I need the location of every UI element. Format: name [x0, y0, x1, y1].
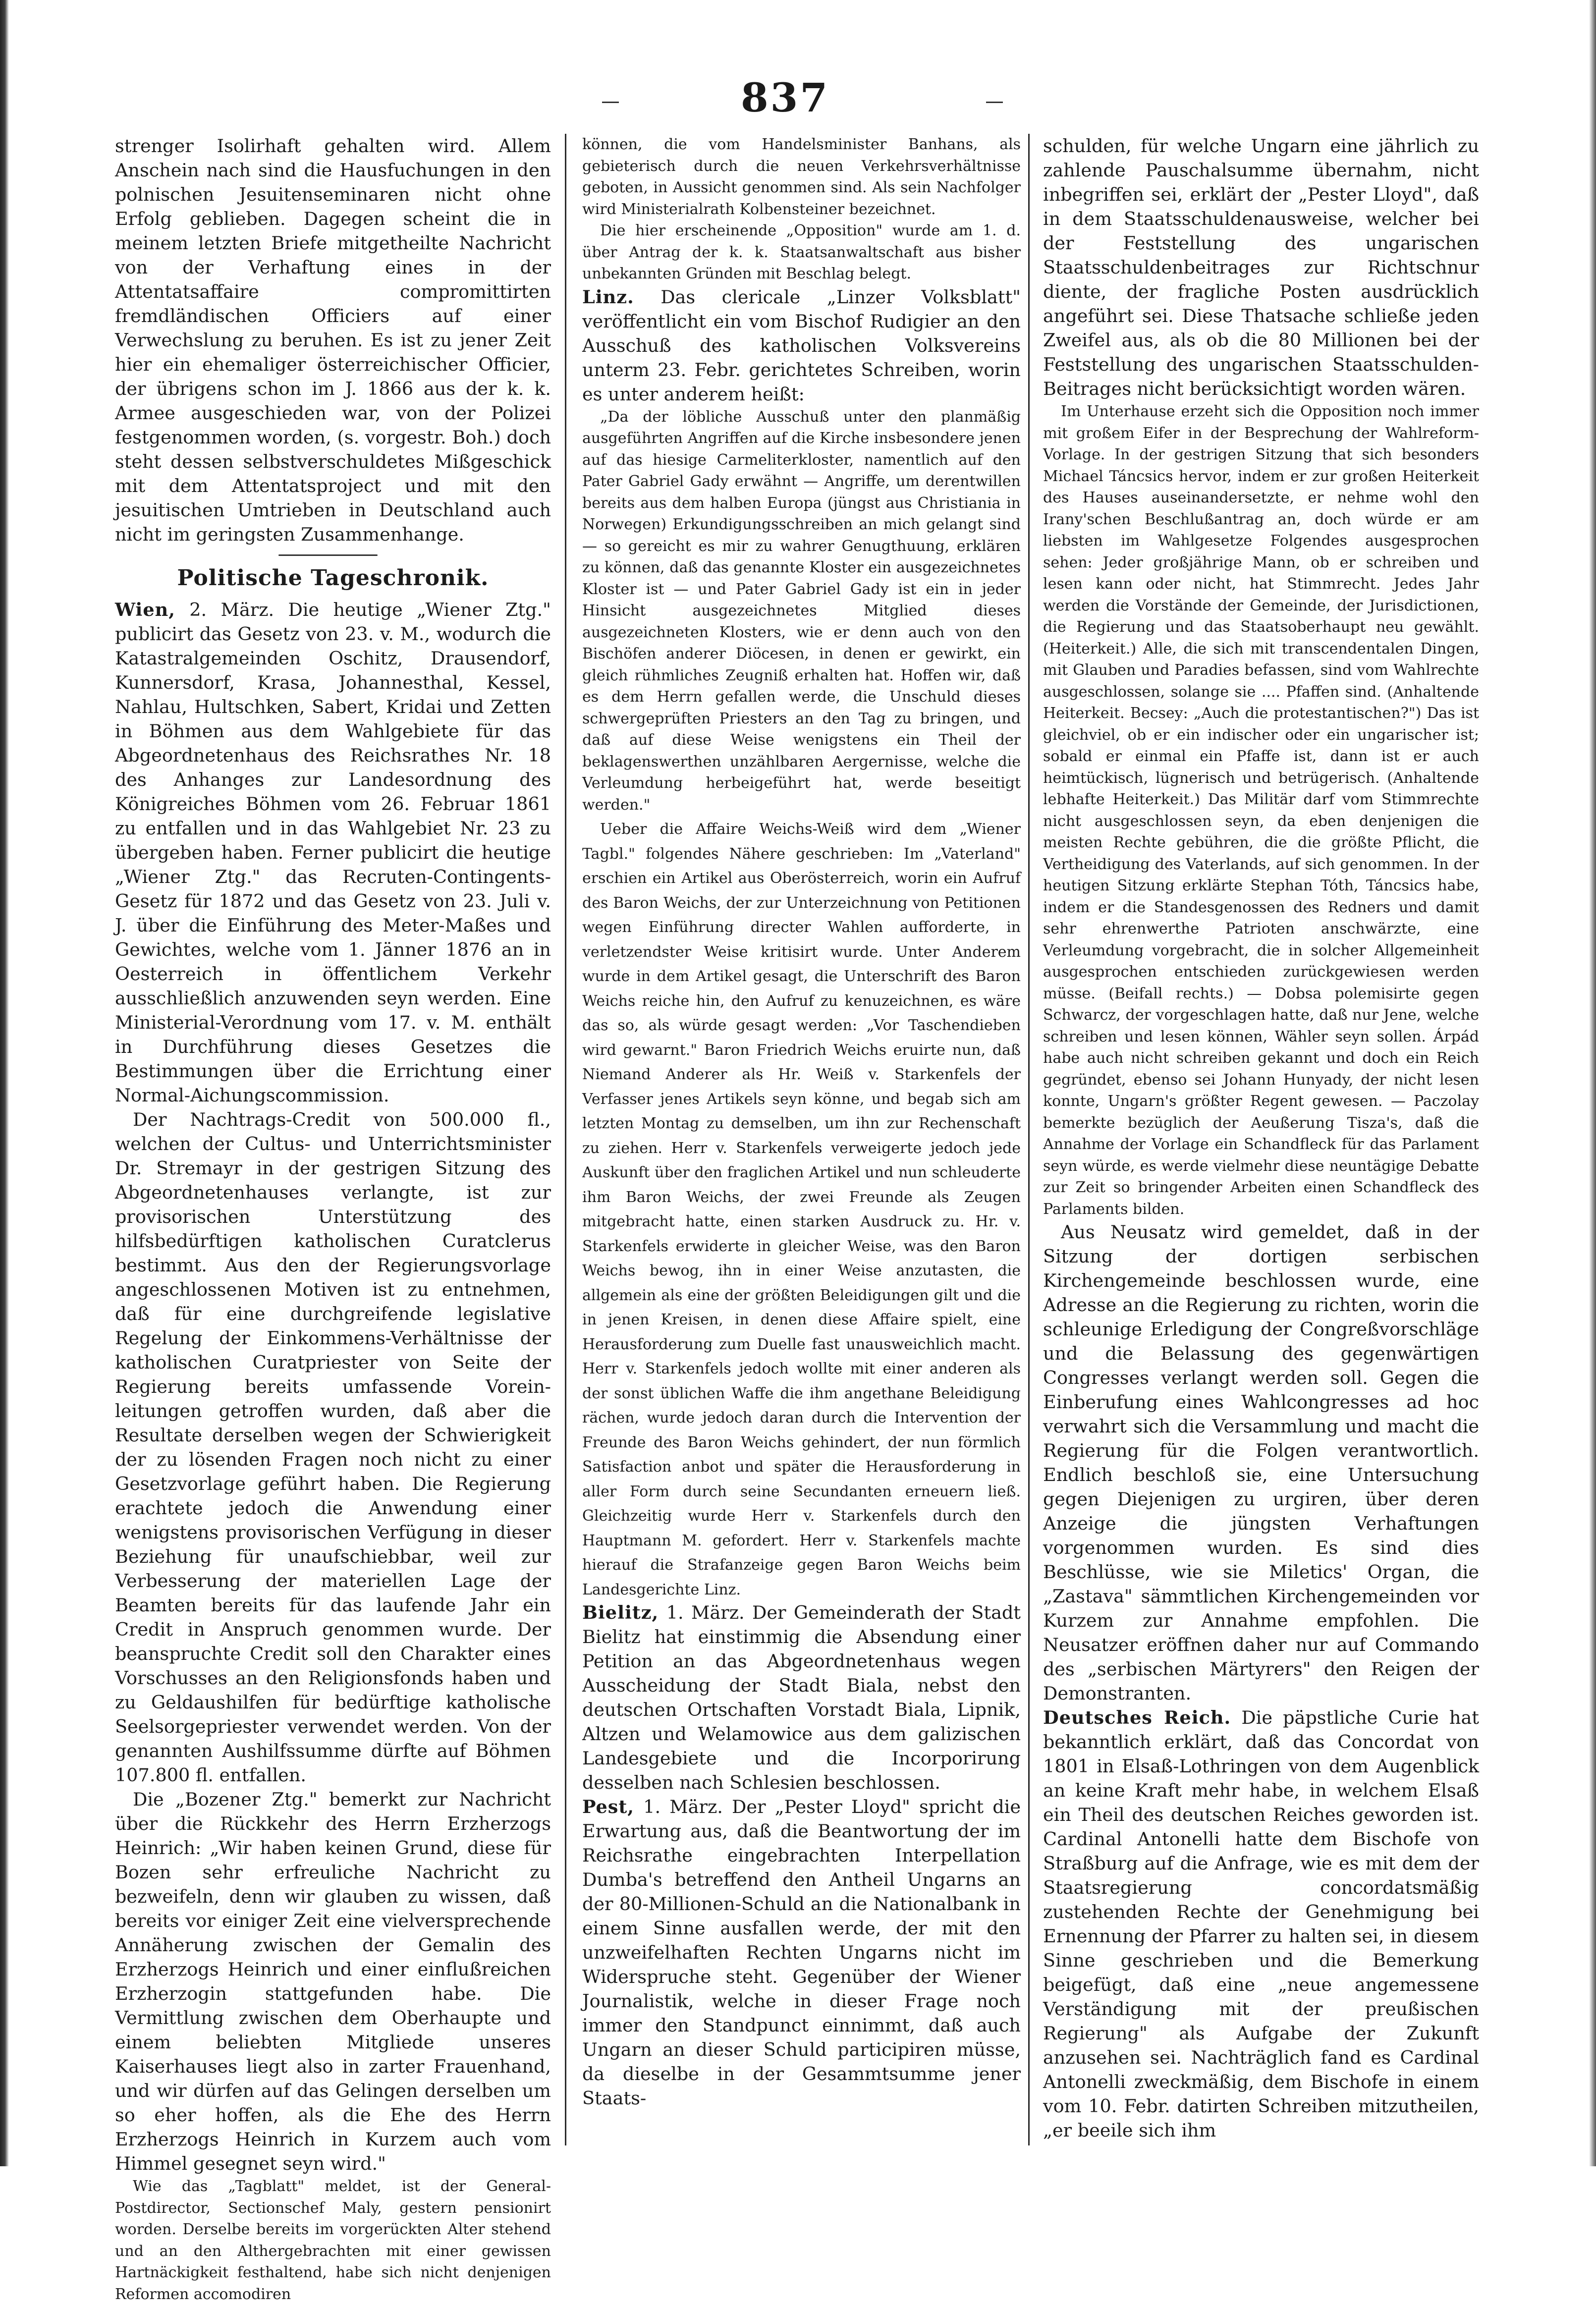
dateline-pest: Pest, [582, 1796, 635, 1817]
col2-paragraph-1: können, die vom Handelsminister Banhans, als gebieterisch durch die neuen Verkehrsverhältnisse geboten, in Aussicht genommen sind. Als sein Nachfolger wird Ministerialrath Kolbensteiner bezeichnet. [582, 136, 1021, 218]
dateline-bielitz: Bielitz, [582, 1602, 659, 1623]
col2-paragraph-quote-text: „Da der löbliche Ausschuß unter den planmäßig ausgeführten Angriffen auf die Kirche insbesondere jenen auf das hiesige Carmeliterkloster, namentlich auf den Pater Gabriel Gady erwähnt — Angriffe, um derentwillen bereits aus dem halben Europa (jüngst aus Christiania in Norwegen) Erkundigungsschreiben an mich gelangt sind — so gereicht es mir zu wahrer Genugthuung, erklären zu können, daß das genannte Kloster ein ausgezeichnetes Kloster ist — und Pater Gabriel Gady ist ein in jeder Hinsicht ausgezeichnetes Mitglied dieses ausgezeichneten Klosters, wie er denn auch von den Bischöfen anderer Diöcesen, in denen er gewirkt, ein gleich rühmliches Zeugniß erhalten hat. Hoffen wir, daß es dem Herrn gefallen werde, die Unschuld dieses schwergeprüften Priesters an den Tag zu bringen, und daß auf diese Weise wenigstens ein Theil der beklagenswerthen unzählbaren Aergernisse, welche die Verleumdung herbeigeführt hat, werde beseitigt werden." [582, 408, 1021, 814]
scan-right-edge [1589, 0, 1596, 2166]
col1-paragraph-4-text: Die „Bozener Ztg." bemerkt zur Nachricht über die Rückkehr des Herrn Erzherzogs Heinrich: „Wir haben keinen Grund, diese für Bozen sehr erfreuliche Nachricht zu bezweifeln, denn wir glauben zu wissen, daß bereits vor einiger Zeit eine vielversprechende Annäherung zwischen der Gemalin des Erzherzogs Heinrich und einer einflußreichen Erzherzogin stattgefunden habe. Die Vermittlung zwischen dem Oberhaupte und einem beliebten Mitgliede unseres Kaiserhauses liegt also in zarter Frauenhand, und wir dürfen auf das Gelingen derselben um so eher hoffen, als die Ehe des Herrn Erzherzogs Heinrich in Kurzem auch vom Himmel gesegnet seyn wird." [115, 1789, 551, 2174]
header-dash-right [986, 102, 1003, 103]
col1-paragraph-wien-text: 2. März. Die heutige „Wiener Ztg." publicirt das Gesetz von 23. v. M., wodurch die Katastralgemeinden Oschitz, Drausendorf, Kunnersdorf, Krasa, Johannesthal, Kessel, Nahlau, Hultschken, Sabert, Kridai und Zetten in Böhmen aus dem Wahlgebiete für das Abgeordnetenhaus des Reichsrathes Nr. 18 des Anhanges zur Landesordnung des Königreiches Böhmen vom 26. Februar 1861 zu entfallen und in das Wahlgebiet Nr. 23 zu übergeben haben. Ferner publicirt die heutige „Wiener Ztg." das Recruten-Contingents-Gesetz für 1872 und das Gesetz von 23. Juli v. J. über die Einführung des Meter-Maßes und Gewichtes, welche vom 1. Jänner 1876 an in Oesterreich in öffentlichem Verkehr ausschließlich anzuwenden seyn werden. Eine Ministerial-Verordnung vom 17. v. M. enthält in Durchführung dieses Gesetzes die Bestimmungen über die Errichtung einer Normal-Aichungscommission. [115, 599, 551, 1106]
column-1 [115, 134, 551, 2305]
col3-paragraph-2 [1043, 401, 1479, 1220]
col1-paragraph-wien [115, 598, 551, 1107]
col2-paragraph-linz [582, 285, 1021, 406]
col2-paragraph-bielitz-text: 1. März. Der Gemeinderath der Stadt Bielitz hat einstimmig die Absendung einer Petition an das Abgeordnetenhaus wegen Ausscheidung der Stadt Biala, nebst den deutschen Ortschaften Vorstadt Biala, Lipnik, Altzen und Welamowice aus dem galizischen Landesgebiete und die Incorporirung desselben nach Schlesien beschlossen. [582, 1602, 1021, 1793]
col2-paragraph-pest-text: 1. März. Der „Pester Lloyd" spricht die Erwartung aus, daß die Beantwortung der im Reichsrathe eingebrachten Interpellation Dumba's betreffend den Antheil Ungarns an der 80-Millionen-Schuld an die Nationalbank in einem Sinne ausfallen werde, der mit den unzweifelhaften Rechten Ungarns nicht im Widerspruche steht. Gegenüber der Wiener Journalistik, welche in dieser Frage noch immer den Standpunct einnimmt, daß auch Ungarn an dieser Schuld participiren müsse, da dieselbe in der Gesammtsumme jener Staats- [582, 1796, 1021, 2109]
col1-paragraph-3-text: Der Nachtrags-Credit von 500.000 fl., welchen der Cultus- und Unterrichtsminister Dr. Stremayr in der gestrigen Sitzung des Abgeordnetenhauses verlangte, ist zur provisorischen Unterstützung des hilfsbedürftigen katholischen Curatclerus bestimmt. Aus den der Regierungsvorlage angeschlossenen Motiven ist zu entnehmen, daß für eine durchgreifende legislative Regelung der Einkommens-Verhältnisse der katholischen Curatpriester von Seite der Regierung bereits umfassende Vorein-leitungen getroffen wurden, daß aber die Resultate derselben wegen der Schwierigkeit der zu lösenden Fragen noch nicht zu einer Gesetzvorlage geführt haben. Die Regierung erachtete jedoch die Anwendung einer wenigstens provisorischen Verfügung in dieser Beziehung für unaufschiebbar, weil zur Verbesserung der materiellen Lage der Beamten bereits für das laufende Jahr ein Credit in Anspruch genommen wurde. Der beanspruchte Credit soll den Charakter eines Vorschusses an den Religionsfonds haben und zu Geldaushilfen für bedürftige katholische Seelsorgepriester verwendet werden. Von der genannten Aushilfssumme dürfte auf Böhmen 107.800 fl. entfallen. [115, 1109, 551, 1786]
col2-paragraph-2-text: Die hier erscheinende „Opposition" wurde am 1. d. über Antrag der k. k. Staatsanwaltschaft aus bisher unbekannten Gründen mit Beschlag belegt. [582, 222, 1021, 282]
col3-paragraph-reich-text: Die päpstliche Curie hat bekanntlich erklärt, daß das Concordat von 1801 in Elsaß-Lothringen von dem Augenblick an keine Kraft mehr habe, in welchem Elsaß ein Theil des deutschen Reiches geworden ist. Cardinal Antonelli hatte dem Bischofe von Straßburg auf die Anfrage, wie es mit dem der Staatsregierung concordatsmäßig zustehenden Rechte der Genehmigung bei Ernennung der Pfarrer zu halten sei, in diesem Sinne geschrieben und die Bemerkung beigefügt, daß eine „neue angemessene Verständigung mit der preußischen Regierung" als Aufgabe der Zukunft anzusehen sei. Nachträglich fand es Cardinal Antonelli zweckmäßig, dem Bischofe in einem vom 10. Febr. datirten Schreiben mitzutheilen, „er beeile sich ihm [1043, 1707, 1479, 2141]
col1-paragraph-4 [115, 1787, 551, 2176]
col2-paragraph-bielitz [582, 1600, 1021, 1795]
col3-paragraph-3 [1043, 1220, 1479, 1705]
section-heading: Politische Tageschronik. [177, 565, 489, 591]
col3-paragraph-reich [1043, 1705, 1479, 2142]
col3-paragraph-2-text: Im Unterhause erzeht sich die Opposition noch immer mit großem Eifer in der Besprechung der Wahlreform-Vorlage. In der gestrigen Sitzung that sich besonders Michael Táncsics hervor, indem er zur großen Heiterkeit des Hauses auseinandersetzte, er nehme wohl den Irany'schen Beschlußantrag an, doch würde er am liebsten im Wahlgesetze Folgendes ausgesprochen sehen: Jeder großjährige Mann, ob er schreiben und lesen kann oder nicht, hat Stimmrecht. Jedes Jahr werden die Vorstände der Gemeinde, der Jurisdictionen, die Regierung und das Staatsoberhaupt neu gewählt. (Heiterkeit.) Alle, die sich mit transcendentalen Dingen, mit Glauben und Paradies befassen, sind vom Wahlrechte ausgeschlossen, solange sie .... Pfaffen sind. (Anhaltende Heiterkeit. Becsey: „Auch die protestantischen?") Das ist gleichviel, ob er ein indischer oder ein ungarischer ist; sobald er einmal ein Pfaffe ist, dann ist er auch heimtückisch, lügnerisch und betrügerisch. (Anhaltende lebhafte Heiterkeit.) Das Militär darf vom Stimmrechte nicht ausgeschlossen seyn, da eben denjenigen die meisten Rechte gebühren, die die größte Pflicht, die Vertheidigung des Vaterlands, auf sich genommen. In der heutigen Sitzung erklärte Stephan Tóth, Táncsics habe, indem er die Standesgenossen des Redners und damit sehr ehrenwerthe Patrioten anschwärzte, eine Verleumdung vorgebracht, die in solcher Allgemeinheit ausgesprochen entschieden zurückgewiesen werden müsse. (Beifall rechts.) — Dobsa polemisirte gegen Schwarcz, der vorgeschlagen hatte, daß nur Jene, welche schreiben und lesen können, Wähler seyn sollen. Árpád habe auch nicht schreiben gekannt und doch ein Reich gegründet, ebenso sei Johann Hunyady, der nicht lesen konnte, Ungarn's größter Regent gewesen. — Paczolay bemerkte bezüglich der Aeußerung Tisza's, daß die Annahme der Vorlage ein Schandfleck für das Parlament seyn würde, es werde vielmehr diese neuntägige Debatte zur Zeit so bringender Arbeiten einen Schandfleck des Parlaments bilden. [1043, 403, 1479, 1218]
col2-paragraph-pest [582, 1795, 1021, 2110]
dateline-linz: Linz. [582, 286, 634, 308]
header-dash-left [602, 102, 619, 103]
col1-paragraph-3 [115, 1107, 551, 1787]
col1-paragraph-5 [115, 2176, 551, 2305]
page-number: 837 [741, 74, 829, 121]
col2-paragraph-linz-text: Das clericale „Linzer Volksblatt" veröffentlicht ein vom Bischof Rudigier an den Ausschuß des katholischen Volksvereins unterm 23. Febr. gerichtetes Schreiben, worin es unter anderem heißt: [582, 286, 1021, 405]
scan-left-edge [0, 0, 9, 2166]
col2-paragraph-2 [582, 220, 1021, 285]
column-2 [582, 134, 1021, 2110]
col3-paragraph-1: schulden, für welche Ungarn eine jährlich zu zahlende Pauschalsumme übernahm, nicht inbegriffen sei, erklärt der „Pester Lloyd", daß in dem Staatsschuldenausweise, welcher bei der Feststellung des ungarischen Staatsschuldenbeitrages zur Richtschnur diente, der fragliche Posten ausdrücklich angeführt sei. Diese Thatsache schließe jeden Zweifel aus, als ob die 80 Millionen bei der Feststellung des ungarischen Staatsschulden-Beitrages nicht berücksichtigt worden wären. [1043, 135, 1479, 399]
col2-paragraph-quote [582, 406, 1021, 816]
column-rule-1 [565, 134, 566, 2145]
section-divider [115, 549, 551, 560]
col2-paragraph-weichs-text: Ueber die Affaire Weichs-Weiß wird dem „Wiener Tagbl." folgendes Nähere geschrieben: Im „Vaterland" erschien ein Artikel aus Oberösterreich, worin ein Aufruf des Baron Weichs, der zur Unterzeichnung von Petitionen wegen Einführung directer Wahlen aufforderte, in verletzendster Weise kritisirt wurde. Unter Anderem wurde in dem Artikel gesagt, die Unterschrift des Baron Weichs reiche hin, den Aufruf zu kenuzeichnen, es wäre das so, als würde gesagt werden: „Vor Taschendieben wird gewarnt." Baron Friedrich Weichs eruirte nun, daß Niemand Anderer als Hr. Weiß v. Starkenfels der Verfasser jenes Artikels seyn könne, und begab sich am letzten Montag zu demselben, um ihn zur Rechenschaft zu ziehen. Herr v. Starkenfels verweigerte jedoch jede Auskunft über den fraglichen Artikel und nun schleuderte ihm Baron Weichs, der zwei Freunde als Zeugen mitgebracht hatte, einen starken Ausdruck zu. Hr. v. Starkenfels erwiderte in gleicher Weise, was den Baron Weichs bewog, ihn in einer Weise anzutasten, die allgemein als eine der größten Beleidigungen gilt und die in jenen Kreisen, in denen diese Affaire spielt, eine Herausforderung zum Duelle fast unausweichlich macht. Herr v. Starkenfels jedoch wollte mit einer anderen als der sonst üblichen Waffe die ihm angethane Beleidigung rächen, wurde jedoch daran durch die Intervention der Freunde des Baron Weichs gehindert, der nun förmlich Satisfaction anbot und später die Herausforderung in aller Form durch seine Secundanten erneuern ließ. Gleichzeitig wurde Herr v. Starkenfels durch den Hauptmann M. gefordert. Herr v. Starkenfels machte hierauf die Strafanzeige gegen Baron Weichs beim Landesgerichte Linz. [582, 821, 1021, 1598]
col1-paragraph-5-text: Wie das „Tagblatt" meldet, ist der General-Postdirector, Sectionschef Maly, gestern pensionirt worden. Derselbe bereits im vorgerückten Alter stehend und an den Althergebrachten mit einer gewissen Hartnäckigkeit festhaltend, habe sich nicht denjenigen Reformen accomodiren [115, 2178, 551, 2303]
dateline-deutsches-reich: Deutsches Reich. [1043, 1707, 1231, 1728]
col1-paragraph-1: strenger Isolirhaft gehalten wird. Allem Anschein nach sind die Hausfuchungen in den polnischen Jesuitenseminaren nicht ohne Erfolg geblieben. Dagegen scheint die in meinem letzten Briefe mitgetheilte Nachricht von der Verhaftung eines in der Attentatsaffaire compromittirten fremdländischen Officiers auf einer Verwechslung zu beruhen. Es ist zu jener Zeit hier ein ehemaliger österreichischer Officier, der übrigens schon im J. 1866 aus der k. k. Armee ausgeschieden war, von der Polizei festgenommen worden, (s. vorgestr. Boh.) doch steht dessen selbstverschuldetes Mißgeschick mit dem Attentatsproject und mit den jesuitischen Umtrieben in Deutschland auch nicht im geringsten Zusammenhange. [115, 135, 551, 545]
col3-paragraph-3-text: Aus Neusatz wird gemeldet, daß in der Sitzung der dortigen serbischen Kirchengemeinde beschlossen wurde, eine Adresse an die Regierung zu richten, worin die schleunige Erledigung der Congreßvorschläge und die Belassung des gegenwärtigen Congresses verlangt werden soll. Gegen die Einberufung eines Wahlcongresses ad hoc verwahrt sich die Versammlung und macht die Regierung für die Folgen verantwortlich. Endlich beschloß sie, eine Untersuchung gegen Diejenigen zu urgiren, über deren Anzeige die jüngsten Verhaftungen vorgenommen wurden. Es sind dies Beschlüsse, wie sie Miletics' Organ, die „Zastava" sämmtlichen Kirchengemeinden vor Kurzem zur Annahme empfohlen. Die Neusatzer eröffnen daher nur auf Commando des „serbischen Märtyrers" den Reigen der Demonstranten. [1043, 1221, 1479, 1704]
column-3 [1043, 134, 1479, 2142]
col2-paragraph-weichs-lead [582, 816, 1021, 1600]
column-rule-2 [1028, 134, 1030, 2145]
dateline-wien: Wien, [115, 599, 175, 620]
